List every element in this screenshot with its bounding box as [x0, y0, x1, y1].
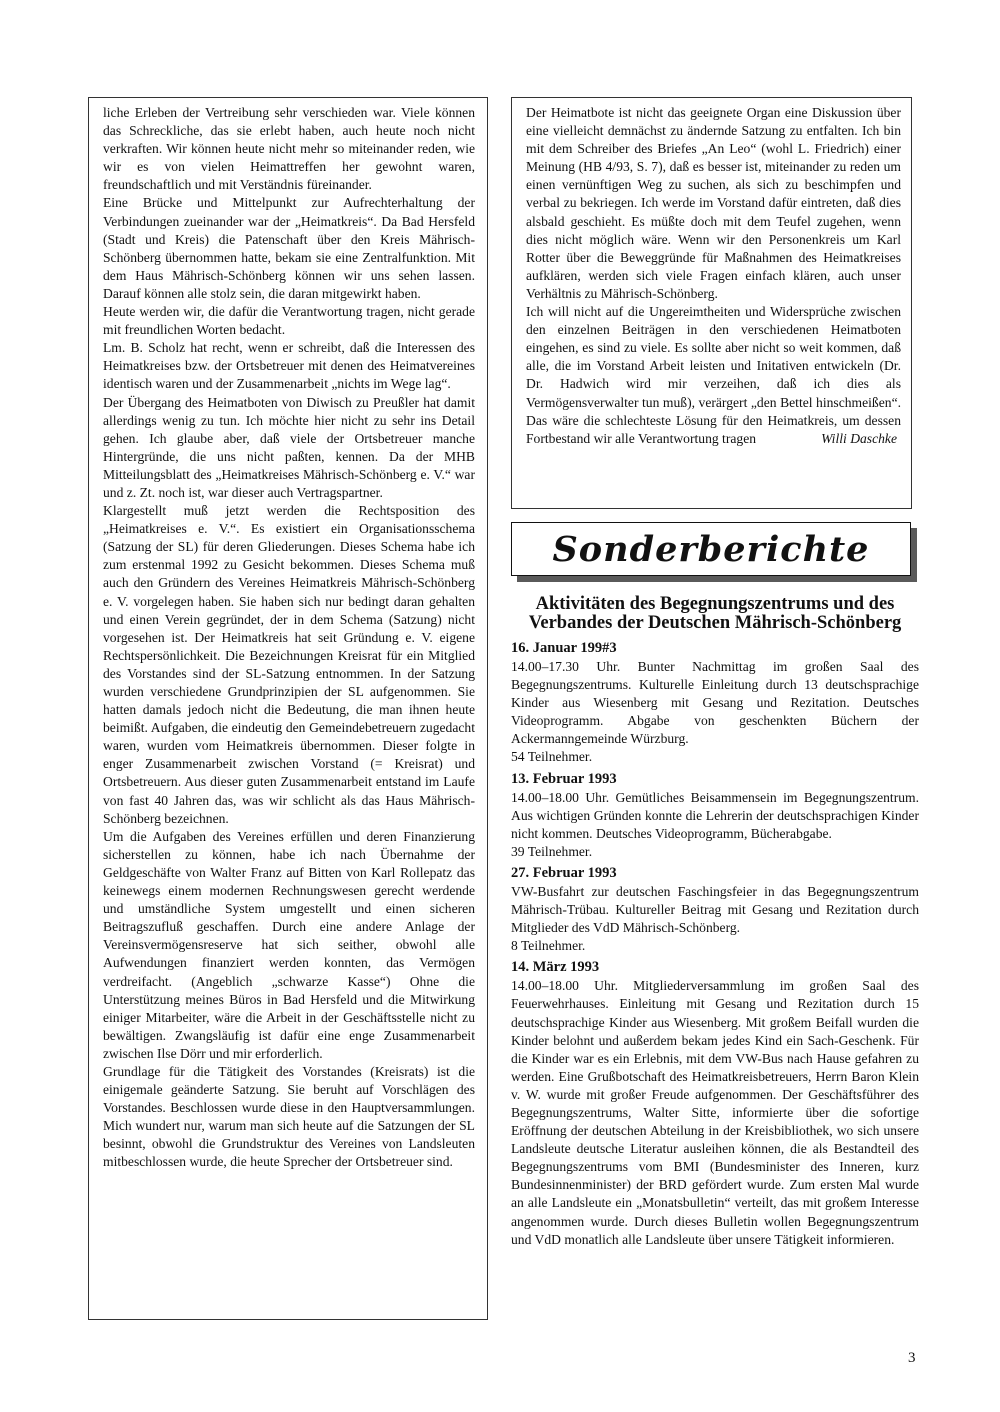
author-signature: Willi Daschke — [821, 430, 897, 446]
banner-frame — [511, 522, 911, 576]
banner-title: Sonderberichte — [552, 528, 870, 570]
activity-report — [511, 595, 919, 1249]
entry-date: 14. März 1993 — [511, 959, 600, 976]
paragraph: Um die Aufgaben des Vereines erfüllen und deren Finanzierung sicherstellen zu können, habe ich nach Übernahme der Geldgeschäfte von Walter Franz auf Bitten von Karl Rollepatz das keinewegs einem modernen Rechnungswesen gerecht werdende und umständliche System umgestellt und einen sicheren Beitragszufluß geschaffen. Durch eine andere Anlage der Vereinsvermögensreserve hat sich seither, obwohl alle Aufwendungen finanziert werden konnten, das Vermögen verdreifacht. (Angeblich „schwarze Kasse“) Ohne die Unterstützung meines Büros in Bad Hersfeld und die Mitwirkung einiger Mitarbeiter, wäre die Arbeit in der Geschäftsstelle nicht zu bewältigen. Zwangsläufig ist dafür eine enge Zusammenarbeit zwischen Ilse Dörr und mir erforderlich. — [103, 828, 475, 1061]
entry-text: 14.00–18.00 Uhr. Gemütliches Beisammensein im Begegnungszentrum. Aus wichtigen Gründen konnte die Lehrerin der deutschsprachigen Kinder nicht kommen. Deutsches Videoprogramm, Bücherabgabe. — [511, 789, 919, 841]
entry-participants: 8 Teilnehmer. — [511, 938, 586, 954]
entry-date: 27. Februar 1993 — [511, 864, 617, 881]
entry-text: 14.00–17.30 Uhr. Bunter Nachmittag im großen Saal des Begegnungszentrums. Kulturelle Einleitung durch 13 deutschsprachige Kinder aus Wiesenberg mit Gesang und Rezitation. Deutsches Videoprogramm. Abgabe von geschenkten Büchern der Ackermanngemeinde Würzburg. — [511, 659, 919, 747]
entry-participants: 54 Teilnehmer. — [511, 749, 593, 765]
entry-text: VW-Busfahrt zur deutschen Faschingsfeier in das Begegnungszentrum Mährisch-Trübau. Kultureller Beitrag mit Gesang und Rezitation durch Mitglieder des VdD Mährisch-Schönberg. — [511, 883, 919, 936]
entry-text: 14.00–18.00 Uhr. Mitgliederversammlung im großen Saal des Feuerwehrhauses. Einleitung mit Gesang und Rezitation durch 15 deutschsprachige Kinder aus Wiesenberg. Mit großem Beifall wurden die Kinder belohnt und außerdem bekam jedes Kind ein Sach-Geschenk. Für die Kinder war es ein Erlebnis, mit dem VW-Bus nach Hause gefahren zu werden. Eine Grußbotschaft des Heimatkreisbetreuers, Herrn Baron Klein v. W. wurde mit großer Freude aufgenommen. Der Geschäftsführer des Begegnungszentrums, Walter Sitte, informierte über die sofortige Eröffnung der deutschen Abteilung in der Kreisbibliothek, wo sich unsere Landsleute deutsche Literatur ausleihen können, die als Bestandteil des Begegnungszentrums vom BMI (Bundesminister des Inneren, kurz Bundesinnenminister) der BRD gefördert wurde. Zum ersten Mal wurde an alle Landsleute ein „Monatsbulletin“ verteilt, das mit großem Interesse angenommen wurde. Durch dieses Bulletin wollen Begegnungszentrum und VdD monatlich alle Landsleute über unsere Tätigkeit informieren. — [511, 978, 919, 1247]
entry-date: 16. Januar 199#3 — [511, 640, 617, 656]
paragraph: liche Erleben der Vertreibung sehr verschieden war. Viele können das Schreckliche, das sie erlebt haben, auch heute noch nicht verkraften. Wir können heute nicht mehr so miteinander reden, wie wir es von vielen Heimattreffen her gewohnt waren, freundschaftlich und mit Verständnis füreinander. — [103, 105, 475, 193]
section-banner — [511, 522, 919, 584]
paragraph: Eine Brücke und Mittelpunkt zur Aufrechterhaltung der Verbindungen zueinander war der „Heimatkreis“. Da Bad Hersfeld (Stadt und Kreis) die Patenschaft über den Kreis Mährisch-Schönberg übernommen hatte, bekam sie eine Zentralfunktion. Mit dem Haus Mährisch-Schönberg können wir uns sehen lassen. Darauf können alle stolz sein, die daran mitgewirkt haben. — [103, 195, 475, 301]
paragraph: Lm. B. Scholz hat recht, wenn er schreibt, daß die Interessen des Heimatkreises bzw. der Ortsbetreuer mit denen des Heimatvereines identisch waren und der Zusammenarbeit „nichts im Wege lag“. — [103, 340, 475, 392]
paragraph: Der Übergang des Heimatboten von Diwisch zu Preußler hat damit allerdings wenig zu tun. Ich möchte hier nicht zu sehr ins Detail gehen. Ich glaube aber, daß viele der Ortsbetreuer manche Hintergründe, die uns nicht paßten, kennen. Da der MHB Mitteilungsblatt des „Heimatkreises Mährisch-Schönberg e. V.“ war und z. Zt. noch ist, war dieser auch Vertragspartner. — [103, 394, 475, 500]
paragraph: Heute werden wir, die dafür die Verantwortung tragen, nicht gerade mit freundlichen Worten bedacht. — [103, 304, 475, 338]
report-entry — [511, 958, 919, 1248]
report-title: Aktivitäten des Begegnungszentrums und des Verbandes der Deutschen Mährisch-Schönberg — [528, 594, 902, 633]
report-entry — [511, 864, 919, 955]
paragraph: Klargestellt muß jetzt werden die Rechtsposition des „Heimatkreises e. V.“. Es existiert ein Organisationsschema (Satzung der SL) für deren Gliederungen. Dieses Schema habe ich zum erstenmal 1992 zu Gesicht bekommen. Dieses Schema muß auch den Gründern des Vereines Heimatkreis Mährisch-Schönberg e. V. vorgelegen haben. Sie haben sich nur bedingt daran gehalten und einen Verein gegründet, der in dem Schema (Satzung) nicht vorgesehen ist. Der Heimatkreis hat seit Gründung e. V. eigene Rechtspersönlichkeit. Die Bezeichnungen Kreisrat für ein Mitglied des Vorstandes sind der SL-Satzung entnommen. In der Satzung wurden verschiedene Grundprinzipien der SL aufgenommen. Sie hatten damals jedoch nicht die Bedeutung, die man ihnen heute beimißt. Aufgaben, die eindeutig den Gemeindebetreuern zugedacht waren, wurden vom Heimatkreis übernommen. Dieser folgte in enger Zusammenarbeit zwischen Vorstand (= Kreisrat) und Ortsbetreuern. Aus dieser guten Zusammenarbeit entstand im Laufe von fast 40 Jahren das, was wir schlicht als das Haus Mährisch-Schönberg bezeichnen. — [103, 503, 475, 826]
page-number: 3 — [908, 1350, 916, 1366]
paragraph-with-signature — [526, 303, 901, 448]
report-entry — [511, 770, 919, 861]
entry-date: 13. Februar 1993 — [511, 770, 617, 787]
left-article-box — [88, 97, 488, 1320]
paragraph: Ich will nicht auf die Ungereimtheiten und Widersprüche zwischen den einzelnen Beiträgen in den verschiedenen Heimatboten eingehen, es sind zu viele. Es sollte aber nicht so weit kommen, daß alle, die im Vorstand Arbeit leisten und Initativen entwickeln (Dr. Dr. Hadwich wird mir verzeihen, daß ich dies als Vermögensverwalter tun muß), verärgert „den Bettel hinschmeißen“. Das wäre die schlechteste Lösung für den Heimatkreis, um dessen Fortbestand wir alle Verantwortung tragen — [526, 304, 901, 446]
report-entry — [511, 639, 919, 767]
right-article-box — [511, 97, 912, 509]
paragraph: Grundlage für die Tätigkeit des Vorstandes (Kreisrats) ist die einigemale geänderte Satzung. Sie beruht auf Vorschlägen des Vorstandes. Beschlossen wurde diese in den Hauptversammlungen. Mich wundert nur, warum man sich heute auf die Satzungen der SL besinnt, obwohl die Grundstruktur des Vereines von Landsleuten mitbeschlossen wurde, die heute Sprecher der Ortsbetreuer sind. — [103, 1063, 475, 1170]
paragraph: Der Heimatbote ist nicht das geeignete Organ eine Diskussion über eine vielleicht demnächst zu ändernde Satzung zu entfalten. Ich bin mit dem Schreiber des Briefes „An Leo“ (wohl L. Friedrich) einer Meinung (HB 4/93, S. 7), daß es besser ist, miteinander zu reden um einen vernünftigen Weg zu suchen, als sich zu beschimpfen und verbal zu bekriegen. Ich werde im Vorstand dafür eintreten, daß dies alsbald geschieht. Es müßte doch mit dem Teufel zugehen, wenn dies nicht möglich wäre. Wenn wir den Personenkreis um Karl Rotter über die Beweggründe für Maßnahmen des Heimatkreises aufklären, werden sich viele Fragen einfach klären, auch unser Verhältnis zu Mährisch-Schönberg. — [526, 105, 901, 301]
entry-participants: 39 Teilnehmer. — [511, 843, 593, 859]
